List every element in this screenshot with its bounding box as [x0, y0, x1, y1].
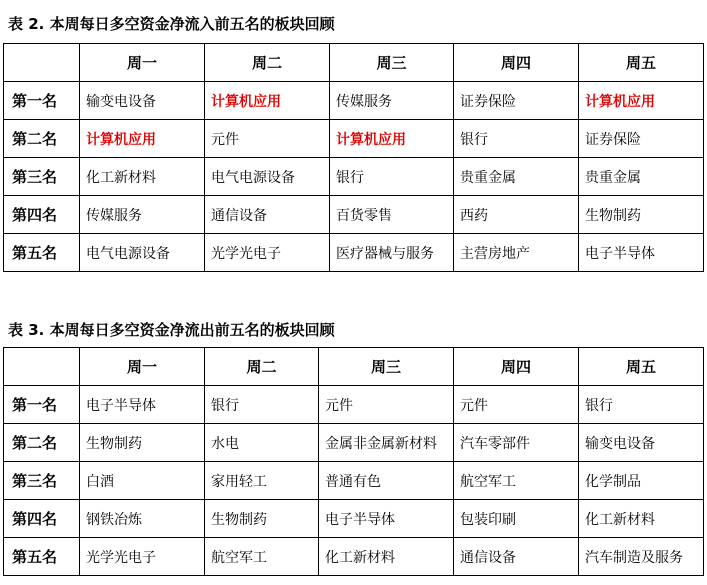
sector-cell: 化工新材料 [80, 158, 205, 196]
table-row [4, 120, 704, 158]
sector-cell: 包装印刷 [454, 500, 579, 538]
header-day: 周一 [80, 348, 205, 386]
sector-cell: 贵重金属 [454, 158, 579, 196]
header-day: 周二 [205, 44, 330, 82]
sector-cell: 化工新材料 [579, 500, 704, 538]
table-row [4, 538, 704, 576]
sector-cell: 元件 [319, 386, 454, 424]
sector-cell: 电气电源设备 [80, 234, 205, 272]
sector-cell-highlight: 计算机应用 [330, 120, 454, 158]
rank-label: 第一名 [4, 82, 80, 120]
rank-label: 第三名 [4, 462, 80, 500]
sector-cell: 光学光电子 [205, 234, 330, 272]
sector-cell: 通信设备 [454, 538, 579, 576]
sector-cell: 输变电设备 [579, 424, 704, 462]
sector-cell: 家用轻工 [205, 462, 319, 500]
rank-label: 第一名 [4, 386, 80, 424]
sector-cell: 电子半导体 [319, 500, 454, 538]
rank-label: 第五名 [4, 234, 80, 272]
sector-cell: 证券保险 [579, 120, 704, 158]
sector-cell-highlight: 计算机应用 [80, 120, 205, 158]
sector-cell: 银行 [330, 158, 454, 196]
sector-cell: 生物制药 [579, 196, 704, 234]
table3-caption: 表 3. 本周每日多空资金净流出前五名的板块回顾 [8, 321, 335, 339]
sector-cell: 银行 [454, 120, 579, 158]
inflow-table [3, 43, 704, 272]
sector-cell: 医疗器械与服务 [330, 234, 454, 272]
header-day: 周一 [80, 44, 205, 82]
sector-cell: 百货零售 [330, 196, 454, 234]
table-row [4, 500, 704, 538]
header-corner [4, 44, 80, 82]
rank-label: 第二名 [4, 424, 80, 462]
table-header-row [4, 348, 704, 386]
header-day: 周五 [579, 44, 704, 82]
sector-cell: 钢铁冶炼 [80, 500, 205, 538]
sector-cell: 传媒服务 [330, 82, 454, 120]
rank-label: 第三名 [4, 158, 80, 196]
sector-cell: 输变电设备 [80, 82, 205, 120]
header-day: 周二 [205, 348, 319, 386]
sector-cell: 银行 [205, 386, 319, 424]
sector-cell: 化学制品 [579, 462, 704, 500]
sector-cell: 生物制药 [205, 500, 319, 538]
table-row [4, 462, 704, 500]
sector-cell: 主营房地产 [454, 234, 579, 272]
header-day: 周五 [579, 348, 704, 386]
table-row [4, 234, 704, 272]
outflow-table [3, 347, 704, 576]
table-row [4, 158, 704, 196]
sector-cell: 元件 [454, 386, 579, 424]
table-row [4, 82, 704, 120]
sector-cell: 航空军工 [454, 462, 579, 500]
sector-cell: 生物制药 [80, 424, 205, 462]
table-row [4, 386, 704, 424]
sector-cell: 水电 [205, 424, 319, 462]
header-day: 周四 [454, 44, 579, 82]
sector-cell: 电气电源设备 [205, 158, 330, 196]
header-day: 周三 [330, 44, 454, 82]
sector-cell: 光学光电子 [80, 538, 205, 576]
sector-cell: 金属非金属新材料 [319, 424, 454, 462]
rank-label: 第四名 [4, 196, 80, 234]
table2-caption: 表 2. 本周每日多空资金净流入前五名的板块回顾 [8, 15, 335, 33]
sector-cell: 通信设备 [205, 196, 330, 234]
rank-label: 第四名 [4, 500, 80, 538]
sector-cell: 汽车制造及服务 [579, 538, 704, 576]
sector-cell: 汽车零部件 [454, 424, 579, 462]
sector-cell: 航空军工 [205, 538, 319, 576]
table-header-row [4, 44, 704, 82]
sector-cell: 化工新材料 [319, 538, 454, 576]
rank-label: 第五名 [4, 538, 80, 576]
sector-cell: 证券保险 [454, 82, 579, 120]
table-row [4, 196, 704, 234]
header-corner [4, 348, 80, 386]
table-row [4, 424, 704, 462]
header-day: 周四 [454, 348, 579, 386]
sector-cell: 贵重金属 [579, 158, 704, 196]
sector-cell-highlight: 计算机应用 [579, 82, 704, 120]
sector-cell: 白酒 [80, 462, 205, 500]
sector-cell: 元件 [205, 120, 330, 158]
header-day: 周三 [319, 348, 454, 386]
sector-cell: 西药 [454, 196, 579, 234]
sector-cell-highlight: 计算机应用 [205, 82, 330, 120]
sector-cell: 电子半导体 [80, 386, 205, 424]
sector-cell: 普通有色 [319, 462, 454, 500]
rank-label: 第二名 [4, 120, 80, 158]
sector-cell: 银行 [579, 386, 704, 424]
sector-cell: 电子半导体 [579, 234, 704, 272]
sector-cell: 传媒服务 [80, 196, 205, 234]
